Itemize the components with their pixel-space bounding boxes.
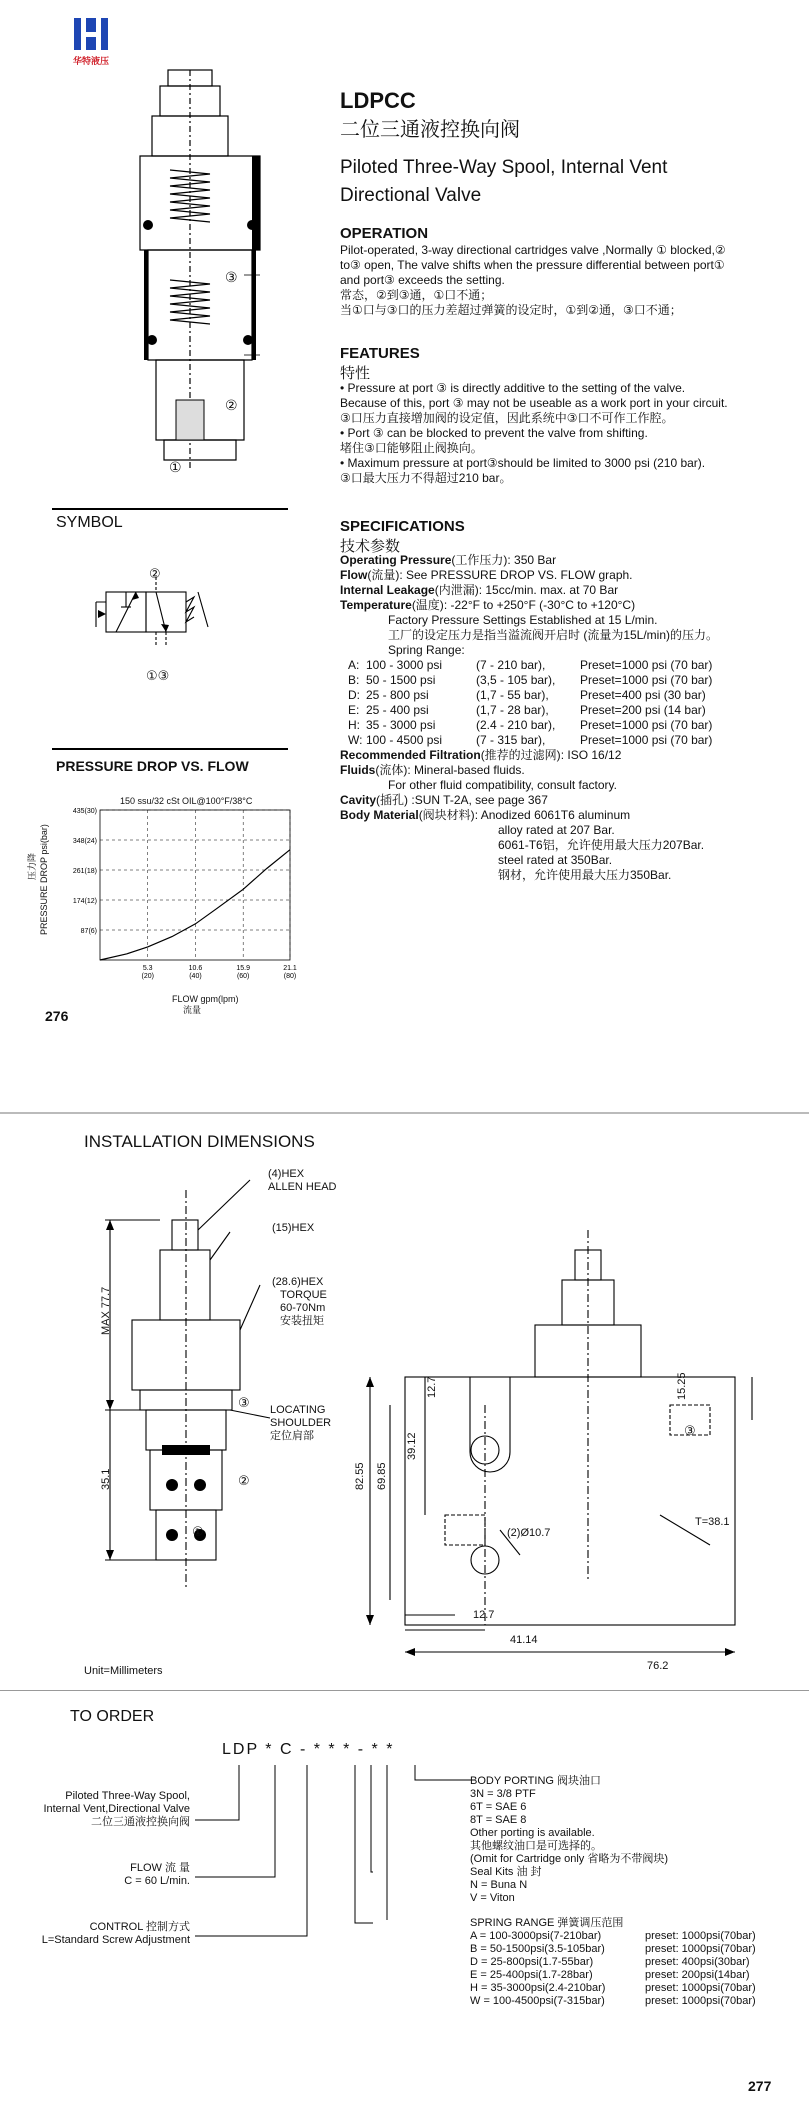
features-line: • Port ③ can be blocked to prevent the valve from shifting.: [340, 426, 648, 440]
spring-range-table: [340, 658, 800, 748]
spec-label: Temperature: [340, 598, 412, 612]
spring-psi: 100 - 4500 psi: [366, 733, 443, 747]
operation-heading: OPERATION: [340, 225, 429, 242]
chart-x-tick-sub-label: (80): [283, 973, 297, 980]
spring-code: D:: [348, 688, 360, 702]
order-code: LDP * C - * * * - * *: [222, 1741, 395, 1758]
features-line: • Pressure at port ③ is directly additive to the setting of the valve.: [340, 381, 686, 395]
spring-row: [348, 733, 800, 748]
body-porting-line: 8T = SAE 8: [470, 1814, 527, 1826]
section-port-3-label: ③: [225, 269, 238, 285]
pressure-chart-heading: PRESSURE DROP VS. FLOW: [56, 758, 249, 774]
order-spring-preset: preset: 1000psi(70bar): [645, 1995, 756, 2007]
order-spring-row: [470, 1969, 790, 1982]
spring-preset: Preset=400 psi (30 bar): [580, 688, 706, 702]
product-code: LDPCC: [340, 88, 416, 113]
symbol-heading: SYMBOL: [56, 514, 123, 531]
spring-bar: (7 - 315 bar),: [476, 733, 546, 747]
order-spring-table: [470, 1930, 790, 2008]
order-flow-line: FLOW 流 量: [130, 1862, 190, 1874]
order-spring-row: [470, 1943, 790, 1956]
order-desc: [0, 1790, 190, 1829]
spring-row: [348, 673, 800, 688]
spec-label-cn: (流体): [375, 763, 408, 777]
dim-127-top: 12.7: [426, 1376, 438, 1398]
chart-ylabel: PRESSURE DROP psi(bar): [39, 824, 49, 935]
spring-preset: Preset=200 psi (14 bar): [580, 703, 706, 717]
dim-torque-value: 60-70Nm: [280, 1302, 326, 1314]
body-porting-line: BODY PORTING 阀块油口: [470, 1775, 602, 1787]
spring-psi: 25 - 800 psi: [366, 688, 429, 702]
order-control-line: CONTROL 控制方式: [89, 1921, 190, 1933]
spring-preset: Preset=1000 psi (70 bar): [580, 673, 713, 687]
valve-symbol: [86, 572, 216, 672]
operation-line: Pilot-operated, 3-way directional cartridges valve ,Normally ① blocked,②: [340, 243, 726, 257]
dim-8255: 82.55: [354, 1462, 366, 1490]
order-desc-line: 二位三通液控换向阀: [91, 1816, 190, 1828]
seal-kits-line: Seal Kits 油 封: [470, 1866, 542, 1878]
dim-hex15: (15)HEX: [272, 1222, 315, 1234]
product-title-en-1: Piloted Three-Way Spool, Internal Vent: [340, 157, 668, 178]
order-desc-line: Internal Vent,Directional Valve: [43, 1803, 190, 1815]
spring-code: H:: [348, 718, 360, 732]
order-spring-row: [470, 1982, 790, 1995]
order-spring-range: B = 50-1500psi(3.5-105bar): [470, 1943, 605, 1955]
chart-xlabel: FLOW gpm(lpm): [172, 994, 239, 1004]
spec-value: : 15cc/min. max. at 70 Bar: [478, 583, 619, 597]
order-spring-range: A = 100-3000psi(7-210bar): [470, 1930, 602, 1942]
spring-bar: (1,7 - 55 bar),: [476, 688, 549, 702]
dim-t: T=38.1: [695, 1516, 730, 1528]
spec-cavity: [340, 793, 800, 808]
dim-762: 76.2: [647, 1660, 669, 1672]
spec-value: : 350 Bar: [507, 553, 557, 567]
spec-label: Cavity: [340, 793, 377, 807]
symbol-divider: [52, 508, 288, 510]
spec-body-line: 6061-T6铝，允许使用最大压力207Bar.: [498, 838, 705, 852]
seal-kits-line: N = Buna N: [470, 1879, 528, 1891]
order-flow-line: C = 60 L/min.: [124, 1875, 190, 1887]
dim-shoulder-cn: 定位肩部: [270, 1430, 314, 1442]
chart-xlabel-cn: 流量: [183, 1005, 202, 1015]
dim-hex4: (4)HEX: [268, 1168, 305, 1180]
order-spring-range: E = 25-400psi(1.7-28bar): [470, 1969, 593, 1981]
order-divider: [0, 1690, 809, 1691]
spring-row: [348, 688, 800, 703]
dim-4114: 41.14: [510, 1634, 538, 1646]
spring-code: W:: [348, 733, 363, 747]
features-line: ③口压力直接增加阀的设定值，因此系统中③口不可作工作腔。: [340, 411, 674, 425]
spec-flow: [340, 568, 800, 583]
spec-label-cn: (温度): [411, 598, 444, 612]
dim-351: 35.1: [100, 1468, 112, 1490]
operation-line: and port③ exceeds the setting.: [340, 273, 505, 287]
section-port-2-label: ②: [225, 397, 238, 413]
order-body-porting: [470, 1775, 770, 1866]
chart-ylabel-cn: 压力降: [27, 852, 37, 880]
spec-label: Fluids: [340, 763, 376, 777]
spring-preset: Preset=1000 psi (70 bar): [580, 658, 713, 672]
chart-title: 150 ssu/32 cSt OIL@100°F/38°C: [120, 796, 253, 806]
spring-row: [348, 718, 800, 733]
dim-max: MAX 77.7: [100, 1286, 112, 1335]
body-porting-line: Other porting is available.: [470, 1827, 595, 1839]
symbol-port-bottom: ①③: [146, 668, 170, 683]
dim-allen-head: ALLEN HEAD: [268, 1181, 337, 1193]
chart-y-tick-label: 348(24): [72, 838, 97, 845]
chart-y-tick-label: 87(6): [80, 928, 97, 935]
dim-hex28: (28.6)HEX: [272, 1276, 324, 1288]
spec-value: : ISO 16/12: [560, 748, 622, 762]
logo: [54, 14, 128, 64]
chart-x-tick-sub-label: (60): [236, 973, 250, 980]
installation-heading: INSTALLATION DIMENSIONS: [84, 1132, 315, 1151]
spec-label-cn: (插孔): [376, 793, 409, 807]
spring-code: B:: [348, 673, 360, 687]
spec-fluids-note: For other fluid compatibility, consult factory.: [388, 778, 617, 792]
port-3-label: ③: [238, 1395, 250, 1410]
specifications-block: [340, 553, 800, 883]
order-leader-lines: [195, 1760, 495, 1940]
specifications-heading-cn: 技术参数: [340, 538, 401, 555]
unit-note: Unit=Millimeters: [84, 1665, 163, 1677]
features-text: [340, 381, 780, 486]
order-heading: TO ORDER: [70, 1708, 155, 1725]
spec-label-cn: (工作压力): [451, 553, 508, 567]
spring-psi: 35 - 3000 psi: [366, 718, 436, 732]
spring-bar: (2.4 - 210 bar),: [476, 718, 556, 732]
spec-operating-pressure: [340, 553, 800, 568]
page-number-right: 277: [748, 2078, 772, 2094]
spec-label-cn: (推荐的过滤网): [480, 748, 561, 762]
body-porting-line: (Omit for Cartridge only 省略为不带阀块): [470, 1853, 669, 1865]
features-line: 堵住③口能够阻止阀换向。: [340, 441, 483, 455]
page-break-divider: [0, 1112, 809, 1114]
order-control: [0, 1921, 190, 1947]
order-spring-row: [470, 1930, 790, 1943]
port-3-block-label: ③: [684, 1423, 696, 1438]
product-title-cn: 二位三通液控换向阀: [340, 119, 520, 141]
chart-y-tick-label: 261(18): [72, 868, 97, 875]
spring-psi: 50 - 1500 psi: [366, 673, 436, 687]
dim-6985: 69.85: [376, 1462, 388, 1490]
body-porting-line: 6T = SAE 6: [470, 1801, 527, 1813]
cartridge-section-drawing: [100, 60, 300, 480]
specifications-heading: SPECIFICATIONS: [340, 518, 465, 535]
order-spring-row: [470, 1995, 790, 2008]
body-porting-line: 3N = 3/8 PTF: [470, 1788, 536, 1800]
order-control-line: L=Standard Screw Adjustment: [41, 1934, 190, 1946]
port-2-label: ②: [238, 1473, 250, 1488]
body-porting-line: 其他螺纹油口是可选择的。: [470, 1840, 602, 1852]
chart-x-tick-label: 15.9: [236, 965, 250, 972]
dim-locating: LOCATING: [270, 1404, 326, 1416]
spec-label: Flow: [340, 568, 368, 582]
installation-drawing: [80, 1160, 780, 1680]
spring-row: [348, 658, 800, 673]
chart-x-tick-label: 10.6: [188, 965, 203, 972]
order-spring-range: H = 35-3000psi(2.4-210bar): [470, 1982, 606, 1994]
spec-spring-range-label: Spring Range:: [388, 643, 465, 657]
symbol-port-top: ②: [149, 566, 161, 581]
spring-code: A:: [348, 658, 360, 672]
dim-torque-cn: 安装扭矩: [280, 1315, 324, 1327]
order-spring-preset: preset: 1000psi(70bar): [645, 1982, 756, 1994]
chart-y-tick-label: 435(30): [72, 808, 97, 815]
seal-kits-line: V = Viton: [470, 1892, 515, 1904]
chart-x-tick-label: 5.3: [142, 965, 153, 972]
features-heading-cn: 特性: [340, 365, 371, 382]
order-spring-preset: preset: 200psi(14bar): [645, 1969, 750, 1981]
dim-3912: 39.12: [406, 1432, 418, 1460]
spec-value: : See PRESSURE DROP VS. FLOW graph.: [399, 568, 633, 582]
spec-value: :SUN T-2A, see page 367: [408, 793, 548, 807]
chart-plot-frame: [100, 810, 290, 960]
spring-bar: (3,5 - 105 bar),: [476, 673, 556, 687]
dim-1525: 15.25: [676, 1372, 688, 1400]
spec-body-line: 钢材，允许使用最大压力350Bar.: [498, 868, 672, 882]
spec-temperature: [340, 598, 800, 613]
order-spring-heading: SPRING RANGE 弹簧调压范围: [470, 1917, 624, 1929]
dim-127-bottom: 12.7: [473, 1609, 495, 1621]
spec-fluids: [340, 763, 800, 778]
spec-label: Operating Pressure: [340, 553, 452, 567]
spec-leakage: [340, 583, 800, 598]
order-seal-kits: [470, 1866, 770, 1905]
order-spring-preset: preset: 1000psi(70bar): [645, 1943, 756, 1955]
spec-label-cn: (内泄漏): [434, 583, 479, 597]
spring-code: E:: [348, 703, 360, 717]
features-line: ③口最大压力不得超过210 bar。: [340, 471, 512, 485]
operation-line: to③ open, The valve shifts when the pressure differential between port①: [340, 258, 725, 272]
order-spring-preset: preset: 1000psi(70bar): [645, 1930, 756, 1942]
spring-row: [348, 703, 800, 718]
operation-line: 当①口与③口的压力差超过弹簧的设定时，①到②通，③口不通；: [340, 303, 682, 317]
spec-body-material: [340, 808, 800, 823]
spec-label-cn: (阀块材料): [418, 808, 475, 822]
spring-bar: (7 - 210 bar),: [476, 658, 546, 672]
spring-bar: (1,7 - 28 bar),: [476, 703, 549, 717]
page-number-left: 276: [45, 1008, 69, 1024]
chart-divider: [52, 748, 288, 750]
spec-value: : -22°F to +250°F (-30°C to +120°C): [443, 598, 636, 612]
spec-value: : Mineral-based fluids.: [407, 763, 525, 777]
logo-text: 华特液压: [72, 56, 109, 66]
spring-psi: 100 - 3000 psi: [366, 658, 443, 672]
spec-factory-note-cn: 工厂的设定压力是指当溢流阀开启时 (流量为15L/min)的压力。: [388, 628, 719, 642]
dim-shoulder: SHOULDER: [270, 1417, 332, 1429]
spec-label: Body Material: [340, 808, 419, 822]
chart-x-tick-sub-label: (40): [189, 973, 202, 980]
dim-torque: TORQUE: [280, 1289, 327, 1301]
spec-value: : Anodized 6061T6 aluminum: [474, 808, 631, 822]
chart-x-tick-label: 21.1: [283, 965, 297, 972]
operation-text: [340, 243, 780, 318]
spec-label: Recommended Filtration: [340, 748, 481, 762]
order-desc-line: Piloted Three-Way Spool,: [65, 1790, 190, 1802]
spec-body-line: steel rated at 350Bar.: [498, 853, 613, 867]
spec-label-cn: (流量): [367, 568, 400, 582]
dim-hole: (2)Ø10.7: [507, 1527, 551, 1539]
operation-line: 常态，②到③通，①口不通；: [340, 288, 493, 302]
features-line: • Maximum pressure at port③should be limited to 3000 psi (210 bar).: [340, 456, 706, 470]
spring-psi: 25 - 400 psi: [366, 703, 429, 717]
features-line: Because of this, port ③ may not be useable as a work port in your circuit.: [340, 396, 728, 410]
spec-filtration: [340, 748, 800, 763]
spec-factory-note: Factory Pressure Settings Established at 15 L/min.: [388, 613, 658, 627]
spec-body-line: alloy rated at 207 Bar.: [498, 823, 615, 837]
order-spring-row: [470, 1956, 790, 1969]
spring-preset: Preset=1000 psi (70 bar): [580, 733, 713, 747]
chart-y-tick-label: 174(12): [72, 898, 97, 905]
order-flow: [0, 1862, 190, 1888]
order-spring-range: D = 25-800psi(1.7-55bar): [470, 1956, 594, 1968]
logo-icon: [54, 14, 128, 54]
section-port-1-label: ①: [169, 459, 182, 475]
product-title-en-2: Directional Valve: [340, 185, 482, 206]
pressure-drop-chart: [50, 805, 300, 985]
spring-preset: Preset=1000 psi (70 bar): [580, 718, 713, 732]
order-spring-range: W = 100-4500psi(7-315bar): [470, 1995, 605, 2007]
chart-series-line: [100, 850, 290, 960]
port-1-label: ①: [192, 1524, 204, 1539]
order-spring-preset: preset: 400psi(30bar): [645, 1956, 750, 1968]
chart-x-tick-sub-label: (20): [141, 973, 154, 980]
spec-label: Internal Leakage: [340, 583, 435, 597]
features-heading: FEATURES: [340, 345, 420, 362]
